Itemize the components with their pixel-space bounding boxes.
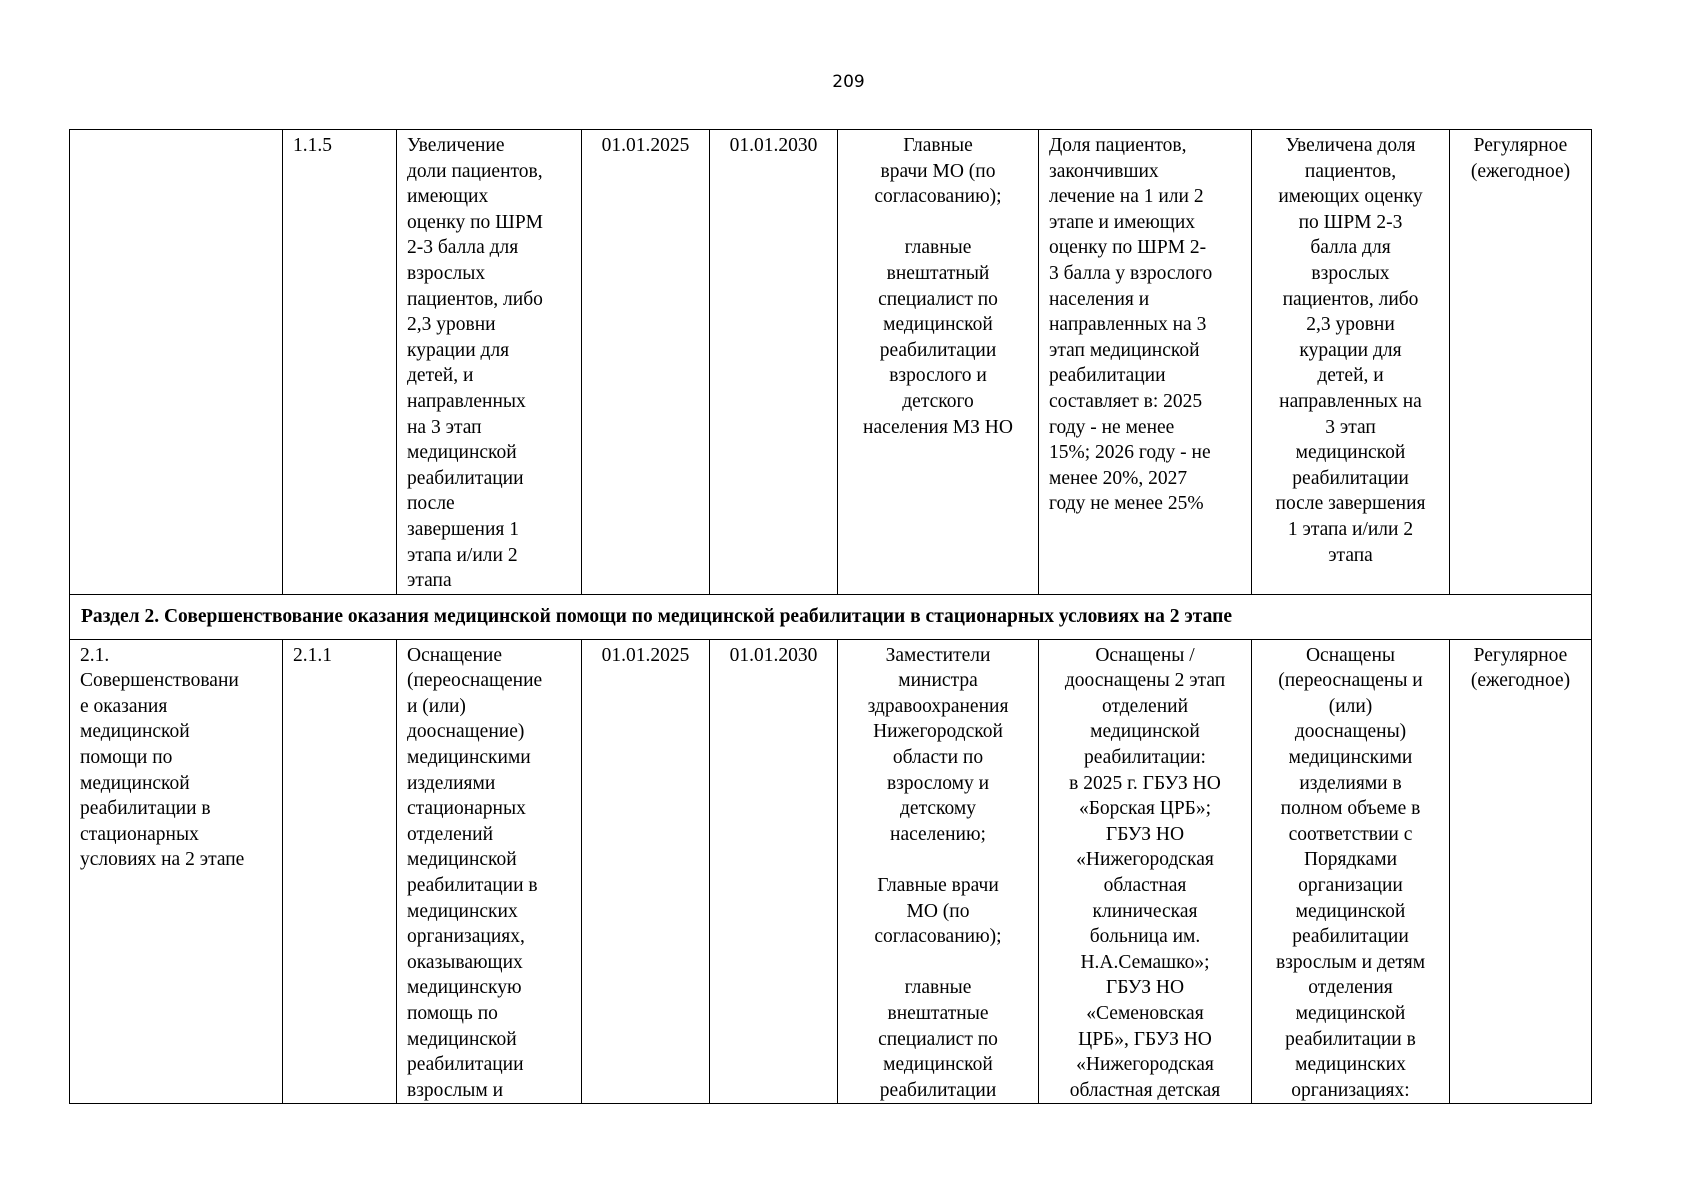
cell-task: [70, 130, 283, 595]
plan-table: [69, 129, 1592, 1104]
section-title: Раздел 2. Совершенствование оказания медицинской помощи по медицинской реабилитации в стационарных условиях на 2 этапе: [70, 594, 1592, 639]
cell-responsible: Главные врачи МО (по согласованию); главные внештатный специалист по медицинской реабилитации взрослого и детского населения МЗ НО: [838, 130, 1039, 595]
cell-activity: Увеличение доли пациентов, имеющих оценку по ШРМ 2-3 балла для взрослых пациентов, либо 2,3 уровни курации для детей, и направленных на 3 этап медицинской реабилитации после завершения 1 этапа и/или 2 этапа: [397, 130, 582, 595]
cell-number: 1.1.5: [283, 130, 397, 595]
cell-activity: Оснащение (переоснащение и (или) дооснащение) медицинскими изделиями стационарных отделений медицинской реабилитации в медицинских организациях, оказывающих медицинскую помощь по медицинской реабилитации взрослым и: [397, 639, 582, 1104]
cell-number: 2.1.1: [283, 639, 397, 1104]
cell-end-date: 01.01.2030: [710, 639, 838, 1104]
cell-indicator: Оснащены / дооснащены 2 этап отделений медицинской реабилитации: в 2025 г. ГБУЗ НО «Борская ЦРБ»; ГБУЗ НО «Нижегородская областная клиническая больница им. Н.А.Семашко»; ГБУЗ НО «Семеновская ЦРБ», ГБУЗ НО «Нижегородская областная детская: [1039, 639, 1252, 1104]
table-row: [70, 639, 1592, 1104]
cell-frequency: Регулярное (ежегодное): [1450, 639, 1592, 1104]
cell-frequency: Регулярное (ежегодное): [1450, 130, 1592, 595]
cell-responsible: Заместители министра здравоохранения Нижегородской области по взрослому и детскому населению; Главные врачи МО (по согласованию); главные внештатные специалист по медицинской реабилитации: [838, 639, 1039, 1104]
table-row: [70, 130, 1592, 595]
cell-result: Увеличена доля пациентов, имеющих оценку по ШРМ 2-3 балла для взрослых пациентов, либо 2,3 уровни курации для детей, и направленных на 3 этап медицинской реабилитации после завершения 1 этапа и/или 2 этапа: [1252, 130, 1450, 595]
cell-start-date: 01.01.2025: [582, 130, 710, 595]
cell-end-date: 01.01.2030: [710, 130, 838, 595]
section-row: [70, 594, 1592, 639]
cell-task: 2.1. Совершенствовани е оказания медицинской помощи по медицинской реабилитации в стационарных условиях на 2 этапе: [70, 639, 283, 1104]
cell-start-date: 01.01.2025: [582, 639, 710, 1104]
page-number: 209: [832, 72, 865, 92]
cell-result: Оснащены (переоснащены и (или) дооснащены) медицинскими изделиями в полном объеме в соответствии с Порядками организации медицинской реабилитации взрослым и детям отделения медицинской реабилитации в медицинских организациях:: [1252, 639, 1450, 1104]
cell-indicator: Доля пациентов, закончивших лечение на 1 или 2 этапе и имеющих оценку по ШРМ 2- 3 балла у взрослого населения и направленных на 3 этап медицинской реабилитации составляет в: 2025 году - не менее 15%; 2026 году - не менее 20%, 2027 году не менее 25%: [1039, 130, 1252, 595]
